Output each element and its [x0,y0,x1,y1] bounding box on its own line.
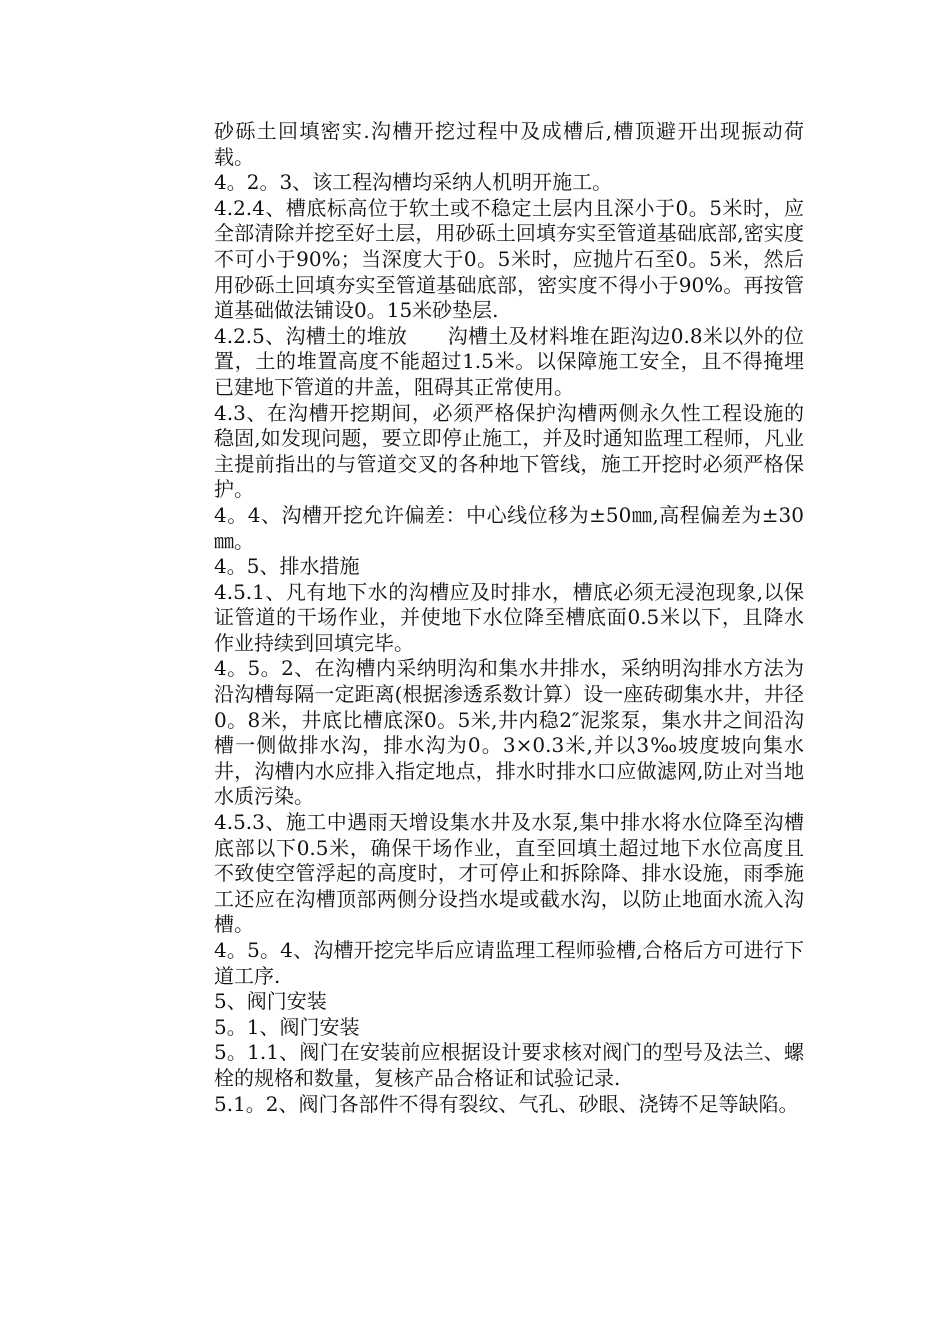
paragraph: 4.5.3、施工中遇雨天增设集水井及水泵,集中排水将水位降至沟槽底部以下0.5米，确保干场作业，直至回填土超过地下水位高度且不致使空管浮起的高度时，才可停止和拆除降、排水设施，雨季施工还应在沟槽顶部两侧分设挡水堤或截水沟，以防止地面水流入沟槽。 [214,810,804,937]
paragraph: 5。1.1、阀门在安装前应根据设计要求核对阀门的型号及法兰、螺栓的规格和数量，复核产品合格证和试验记录. [214,1040,804,1090]
section-heading: 4。5、排水措施 [214,554,360,579]
section-heading: 5。1、阀门安装 [214,1014,360,1039]
paragraph: 4。5。2、在沟槽内采纳明沟和集水井排水，采纳明沟排水方法为沿沟槽每隔一定距离(根据渗透系数计算）设一座砖砌集水井，井径0。8米，井底比槽底深0。5米,井内稳2″泥浆泵，集水井之间沿沟槽一侧做排水沟，排水沟为0。3×0.3米,并以3‰坡度坡向集水井，沟槽内水应排入指定地点，排水时排水口应做滤网,防止对当地水质污染。 [214,656,804,809]
paragraph: 4.2.4、槽底标高位于软土或不稳定土层内且深小于0。5米时，应全部清除并挖至好土层，用砂砾土回填夯实至管道基础底部,密实度不可小于90%；当深度大于0。5米时，应抛片石至0。5米，然后用砂砾土回填夯实至管道基础底部，密实度不得小于90%。再按管道基础做法铺设0。15米砂垫层. [214,195,804,323]
paragraph: 砂砾土回填密实.沟槽开挖过程中及成槽后,槽顶避开出现振动荷载。 [214,119,804,169]
paragraph: 4。4、沟槽开挖允许偏差：中心线位移为±50㎜,高程偏差为±30㎜。 [214,502,804,553]
paragraph: 4.2.5、沟槽土的堆放 沟槽土及材料堆在距沟边0.8米以外的位置，土的堆置高度不能超过1.5米。以保障施工安全，且不得掩埋已建地下管道的井盖，阻碍其正常使用。 [214,323,804,399]
paragraph: 4.5.1、凡有地下水的沟槽应及时排水，槽底必须无浸泡现象,以保证管道的干场作业，并使地下水位降至槽底面0.5米以下，且降水作业持续到回填完毕。 [214,579,804,655]
paragraph: 4.3、在沟槽开挖期间，必须严格保护沟槽两侧永久性工程设施的稳固,如发现问题，要立即停止施工，并及时通知监理工程师，凡业主提前指出的与管道交叉的各种地下管线，施工开挖时必须严格保护。 [214,400,804,502]
paragraph: 4。5。4、沟槽开挖完毕后应请监理工程师验槽,合格后方可进行下道工序. [214,938,804,988]
paragraph: 4。2。3、该工程沟槽均采纳人机明开施工。 [214,170,613,195]
section-heading: 5、阀门安装 [214,989,327,1014]
document-page [214,119,804,1117]
paragraph: 5.1。2、阀门各部件不得有裂纹、气孔、砂眼、浇铸不足等缺陷。 [214,1091,799,1116]
